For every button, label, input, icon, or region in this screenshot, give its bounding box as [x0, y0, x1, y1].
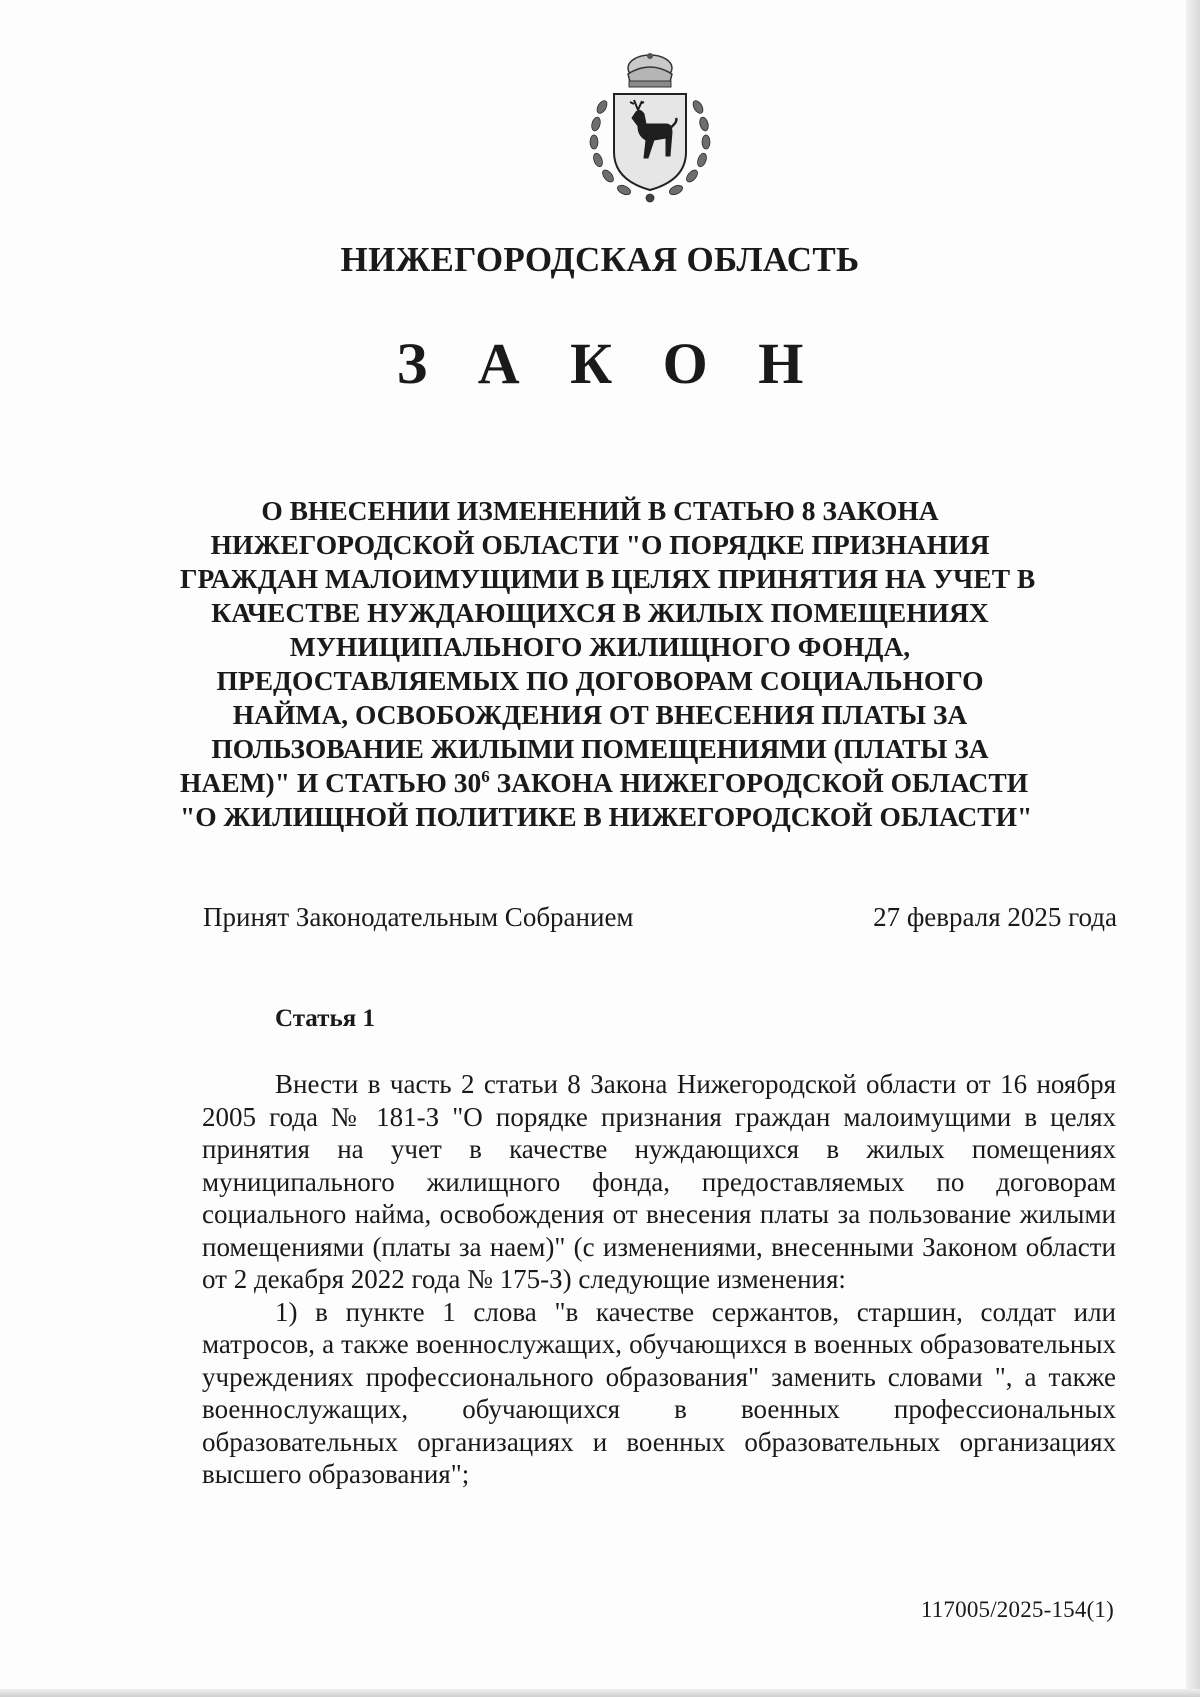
scan-edge-right — [1186, 0, 1200, 1697]
superscript-index: 6 — [481, 766, 490, 786]
article-item: 1) в пункте 1 слова "в качестве сержантов, старшин, солдат или матросов, а также военнослужащих, обучающихся в военных образовательных учреждениях профессионального образования" заменить словами ", а также военнослужащих, обучающихся в военных профессиональных образовательных организациях и военных образовательных организациях высшего образования"; — [202, 1296, 1116, 1489]
law-title-line — [180, 766, 1029, 800]
law-title-fragment: НАЕМ)" И СТАТЬЮ 30 — [180, 767, 482, 798]
crown-icon — [628, 53, 672, 87]
article-paragraph: Внести в часть 2 статьи 8 Закона Нижегородской области от 16 ноября 2005 года № 181-З "О порядке признания граждан малоимущими в целях принятия на учет в качестве нуждающихся в жилых помещениях муниципального жилищного фонда, предоставляемых по договорам социального найма, освобождения от внесения платы за пользование жилыми помещениями (платы за наем)" (с изменениями, внесенными Законом области от 2 декабря 2022 года № 175-З) следующие изменения: — [202, 1069, 1116, 1294]
law-title-line: КАЧЕСТВЕ НУЖДАЮЩИХСЯ В ЖИЛЫХ ПОМЕЩЕНИЯХ — [211, 597, 989, 628]
law-title-line: ГРАЖДАН МАЛОИМУЩИМИ В ЦЕЛЯХ ПРИНЯТИЯ НА УЧЕТ В — [180, 563, 1036, 594]
adoption-date: 27 февраля 2025 года — [873, 902, 1117, 932]
law-title-line: "О ЖИЛИЩНОЙ ПОЛИТИКЕ В НИЖЕГОРОДСКОЙ ОБЛАСТИ" — [180, 801, 1033, 832]
law-title-line: О ВНЕСЕНИИ ИЗМЕНЕНИЙ В СТАТЬЮ 8 ЗАКОНА — [261, 495, 939, 526]
coat-of-arms-emblem — [580, 52, 720, 204]
document-type-heading: З А К О Н — [396, 331, 822, 396]
scan-edge-bottom — [0, 1689, 1200, 1697]
law-title — [180, 494, 1036, 834]
article-body — [202, 1068, 1116, 1491]
law-title-fragment: ЗАКОНА НИЖЕГОРОДСКОЙ ОБЛАСТИ — [489, 767, 1029, 798]
document-registration-number: 117005/2025-154(1) — [920, 1597, 1114, 1622]
region-name: НИЖЕГОРОДСКАЯ ОБЛАСТЬ — [340, 240, 860, 279]
law-title-line: ПОЛЬЗОВАНИЕ ЖИЛЫМИ ПОМЕЩЕНИЯМИ (ПЛАТЫ ЗА — [211, 733, 989, 764]
adoption-label: Принят Законодательным Собранием — [203, 902, 634, 932]
article-heading: Статья 1 — [275, 1005, 375, 1032]
law-title-line: МУНИЦИПАЛЬНОГО ЖИЛИЩНОГО ФОНДА, — [289, 631, 911, 662]
law-title-line: НИЖЕГОРОДСКОЙ ОБЛАСТИ "О ПОРЯДКЕ ПРИЗНАНИЯ — [210, 529, 990, 560]
law-title-line: ПРЕДОСТАВЛЯЕМЫХ ПО ДОГОВОРАМ СОЦИАЛЬНОГО — [216, 665, 984, 696]
law-title-line: НАЙМА, ОСВОБОЖДЕНИЯ ОТ ВНЕСЕНИЯ ПЛАТЫ ЗА — [232, 699, 968, 730]
